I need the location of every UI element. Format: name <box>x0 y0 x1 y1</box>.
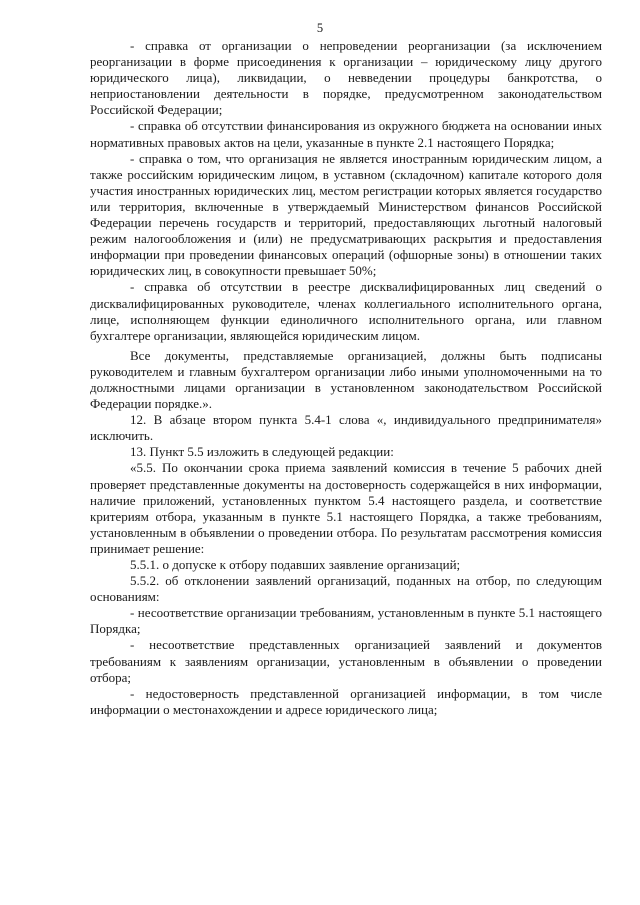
page-number: 5 <box>316 21 324 35</box>
paragraph-item-13: 13. Пункт 5.5 изложить в следующей редакции: <box>130 444 394 460</box>
paragraph-ground-requirements: - несоответствие организации требованиям, установленным в пункте 5.1 настоящего Порядка; <box>90 605 602 637</box>
paragraph-ground-documents: - несоответствие представленных организацией заявлений и документов требованиям к заявлениям организации, установленным в объявлении о проведении отбора; <box>90 637 602 685</box>
paragraph-5-5-1: 5.5.1. о допуске к отбору подавших заявление организаций; <box>130 557 461 572</box>
document-body <box>90 38 602 718</box>
paragraph-ground-information: - недостоверность представленной организацией информации, в том числе информации о местонахождении и адресе юридического лица; <box>90 685 602 717</box>
paragraph-5-5-2: 5.5.2. об отклонении заявлений организаций, поданных на отбор, по следующим основаниям: <box>90 573 602 605</box>
paragraph-5-5: «5.5. По окончании срока приема заявлений комиссия в течение 5 рабочих дней проверяет представленные документы на достоверность содержащейся в них информации, наличие приложений, установленных пунктом 5.4 настоящего раздела, и соответствие критериям отбора, указанным в пункте 5.1 настоящего Порядка, а также требованиям, установленным в объявлении о проведении отбора. По результатам рассмотрения комиссия принимает решение: <box>90 460 602 556</box>
paragraph-certificate-disqualified: - справка об отсутствии в реестре дисквалифицированных лиц сведений о дисквалифицированных руководителе, членах коллегиального исполнительного органа, лице, исполняющем функции единоличного исполнительного органа, или главном бухгалтере организации, являющейся юридическим лицом. <box>90 279 602 343</box>
paragraph-certificate-reorganization: - справка от организации о непроведении реорганизации (за исключением реорганизации в форме присоединения к организации – юридическому лицу другого юридического лица), ликвидации, о невведении процедуры банкротства, о неприостановлении деятельности в порядке, предусмотренном законодательством Российской Федерации; <box>90 38 602 118</box>
paragraph-item-12: 12. В абзаце втором пункта 5.4-1 слова «, индивидуального предпринимателя» исключить. <box>90 412 602 444</box>
paragraph-documents-signature: Все документы, представляемые организацией, должны быть подписаны руководителем и главным бухгалтером организации либо иными уполномоченными на то должностными лицами организации в установленном законодательством Российской Федерации порядке.». <box>90 347 602 412</box>
paragraph-certificate-foreign-entity: - справка о том, что организация не является иностранным юридическим лицом, а также российским юридическим лицом, в уставном (складочном) капитале которого доля участия иностранных юридических лиц, местом регистрации которых является государство или территория, включенные в утверждаемый Министерством финансов Российской Федерации перечень государств и территорий, предоставляющих льготный налоговый режим налогообложения и (или) не предусматривающих раскрытия и предоставления информации при проведении финансовых операций (офшорные зоны) в отношении таких юридических лиц, в совокупности превышает 50%; <box>90 150 602 279</box>
paragraph-certificate-financing: - справка об отсутствии финансирования из окружного бюджета на основании иных нормативных правовых актов на цели, указанные в пункте 2.1 настоящего Порядка; <box>90 118 602 150</box>
